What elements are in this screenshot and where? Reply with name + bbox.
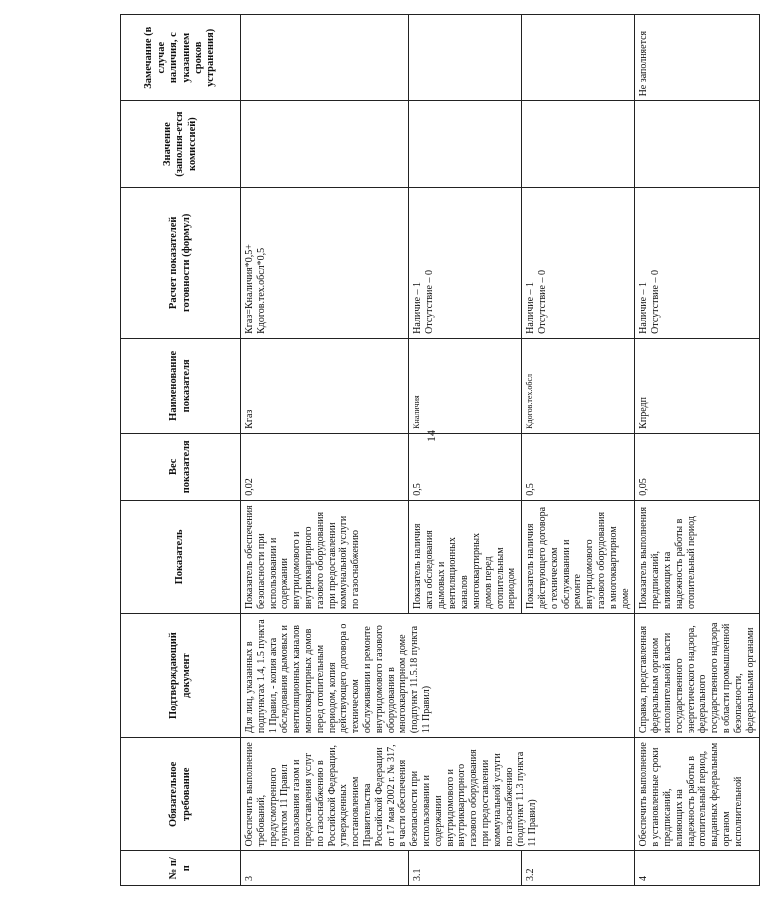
row-indicator: Показатель наличия акта обследования дымовых и вентиляционных каналов многоквартирных домов перед отопительным периодом <box>409 500 522 613</box>
row-indicator: Показатель выполнения предписаний, влияющих на надежность работы в отопительный период <box>635 500 760 613</box>
row-value <box>241 101 409 187</box>
row-indicator: Показатель наличия действующего договора о техническом обслуживании и ремонте внутридомового газового оборудования в многоквартирном доме <box>522 500 635 613</box>
row-requirement: Обеспечить выполнение в установленные сроки предписаний, влияющих на надежность работы в отопительный период, выданных федеральным органом исполнительной <box>635 738 760 851</box>
row-remark <box>409 15 522 101</box>
row-num: 4 <box>635 851 760 886</box>
row-indicator-name: Кналичия <box>409 338 522 433</box>
row-calculation: Наличие – 1 Отсутствие – 0 <box>635 187 760 338</box>
row-indicator-name: Кпредп <box>635 338 760 433</box>
row-weight: 0,5 <box>409 433 522 500</box>
row-num: 3.2 <box>522 851 635 886</box>
row-value <box>635 101 760 187</box>
row-remark: Не заполняется <box>635 15 760 101</box>
row-num: 3 <box>241 851 409 886</box>
row-document: Для лиц, указанных в подпунктах 1.4, 1.5 пункта 1 Правил, - копия акта обследования дымовых и вентиляционных каналов многоквартирных домов перед отопительным периодом, копия действующего договора о техническом обслуживании и ремонте внутридомового газового оборудования в многоквартирном доме (подпункт 11.5.18 пункта 11 Правил) <box>241 614 635 738</box>
readiness-table <box>120 14 760 886</box>
row-value <box>522 101 635 187</box>
row-value <box>409 101 522 187</box>
header-remark: Замечание (в случае наличия, с указанием сроков устранения) <box>121 15 241 101</box>
row-indicator-name: Кгаз <box>241 338 409 433</box>
rotated-table-frame <box>120 14 756 886</box>
header-weight: Вес показателя <box>121 433 241 500</box>
row-calculation: Наличие – 1 Отсутствие – 0 <box>522 187 635 338</box>
row-calculation: Наличие – 1 Отсутствие – 0 <box>409 187 522 338</box>
header-document: Подтверждающий документ <box>121 614 241 738</box>
header-indicator-name: Наименование показателя <box>121 338 241 433</box>
row-weight: 0,05 <box>635 433 760 500</box>
header-indicator: Показатель <box>121 500 241 613</box>
header-requirement: Обязательное требование <box>121 738 241 851</box>
row-weight: 0,5 <box>522 433 635 500</box>
table-header-row <box>121 15 241 886</box>
row-remark <box>241 15 409 101</box>
row-calculation: Кгаз=Кналичия*0,5+ Кдогов.тех.обсл*0,5 <box>241 187 409 338</box>
header-value: Значение (заполня-ется комиссией) <box>121 101 241 187</box>
page-number: 14 <box>424 430 438 442</box>
row-num: 3.1 <box>409 851 522 886</box>
row-remark <box>522 15 635 101</box>
table-row <box>241 15 409 886</box>
table-row <box>635 15 760 886</box>
row-indicator: Показатель обеспечения безопасности при использовании и содержании внутридомового и внутриквартирного газового оборудования при предоставлении коммунальной услуги по газоснабжению <box>241 500 409 613</box>
row-requirement: Обеспечить выполнение требований, предусмотренного пунктом 11 Правил пользования газом и предоставления услуг по газоснабжению в Российской Федерации, утвержденных постановлением Правительства Российской Федерации от 17 мая 2002 г. № 317, в части обеспечения безопасности при использовании и содержании внутридомового и внутриквартирного газового оборудования при предоставлении коммунальной услуги по газоснабжению (подпункт 11.3 пункта 11 Правил) <box>241 738 635 851</box>
header-num: № п/п <box>121 851 241 886</box>
row-document: Справка, представленная федеральным органом исполнительной власти государственного энергетического надзора, федерального государственного надзора в области промышленной безопасности, федеральными органами <box>635 614 760 738</box>
header-calculation: Расчет показателей готовности (формул) <box>121 187 241 338</box>
row-weight: 0,02 <box>241 433 409 500</box>
row-indicator-name: Кдогов.тех.обсл <box>522 338 635 433</box>
